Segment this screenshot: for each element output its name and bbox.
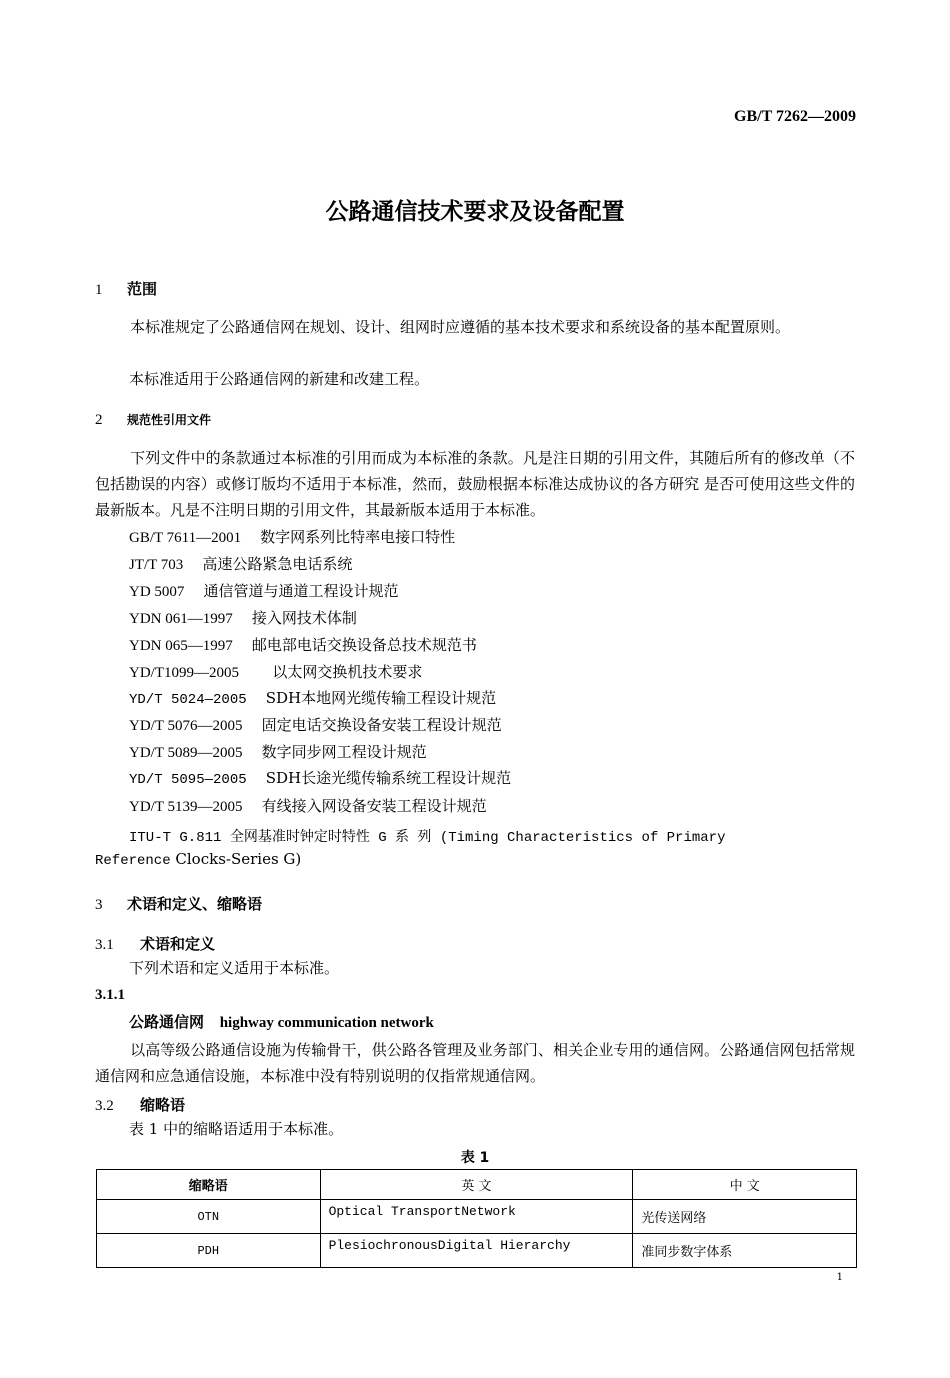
cell-chinese: 光传送网络 <box>633 1200 857 1234</box>
section-number: 2 <box>95 412 103 428</box>
section-title: 规范性引用文件 <box>127 413 212 427</box>
subsection-3-2-text: 表 1 中的缩略语适用于本标准。 <box>129 1120 344 1138</box>
cell-abbr: OTN <box>97 1200 321 1234</box>
reference-item: YDN 065—1997 邮电部电话交换设备总技术规范书 <box>129 636 477 654</box>
table-caption: 表 1 <box>460 1150 490 1166</box>
abbreviation-table <box>96 1169 857 1268</box>
subsection-3-1-heading: 3.1 术语和定义 <box>95 935 216 953</box>
term-number: 3.1.1 <box>95 987 125 1003</box>
cell-abbr: PDH <box>97 1234 321 1268</box>
section-number: 1 <box>95 282 103 298</box>
table-row <box>97 1234 857 1268</box>
cell-chinese: 准同步数字体系 <box>633 1234 857 1268</box>
section-1-applicability: 本标准适用于公路通信网的新建和改建工程。 <box>129 370 430 388</box>
section-3-heading <box>95 893 262 914</box>
term-definition: 以高等级公路通信设施为传输骨干，供公路各管理及业务部门、相关企业专用的通信网。公路通信网包括常规通信网和应急通信设施，本标准中没有特别说明的仅指常规通信网。 <box>95 1041 855 1085</box>
section-1-heading <box>95 278 157 299</box>
reference-item: GB/T 7611—2001 数字网系列比特率电接口特性 <box>129 528 456 546</box>
table-row <box>97 1200 857 1234</box>
column-header-chinese: 中 文 <box>633 1170 857 1200</box>
section-2-heading <box>95 410 211 429</box>
reference-item: YD/T 5076—2005 固定电话交换设备安装工程设计规范 <box>129 716 502 734</box>
section-title: 术语和定义、缩略语 <box>127 895 263 913</box>
column-header-abbr: 缩略语 <box>97 1170 321 1200</box>
paragraph <box>95 1037 855 1089</box>
table-header-row <box>97 1170 857 1200</box>
reference-item: YD/T 5139—2005 有线接入网设备安装工程设计规范 <box>129 797 487 815</box>
reference-itu-line-2: Reference Clocks-Series G) <box>95 850 302 869</box>
document-title: 公路通信技术要求及设备配置 <box>325 199 625 225</box>
page-number: 1 <box>836 1272 843 1283</box>
subsection-3-1-text: 下列术语和定义适用于本标准。 <box>129 959 340 977</box>
paragraph <box>95 314 855 340</box>
cell-english: PlesiochronousDigital Hierarchy <box>320 1234 633 1268</box>
reference-item: JT/T 703 高速公路紧急电话系统 <box>129 555 353 573</box>
reference-itu-line-1: ITU-T G.811 全网基准时钟定时特性 G 系 列 (Timing Characteristics of Primary <box>129 830 726 846</box>
reference-item: YD/T 5024—2005 SDH本地网光缆传输工程设计规范 <box>129 689 497 708</box>
standard-number: GB/T 7262—2009 <box>734 108 856 125</box>
reference-item: YD/T 5095—2005 SDH长途光缆传输系统工程设计规范 <box>129 769 512 788</box>
cell-english: Optical TransportNetwork <box>320 1200 633 1234</box>
reference-item: YDN 061—1997 接入网技术体制 <box>129 609 357 627</box>
reference-item: YD 5007 通信管道与通道工程设计规范 <box>129 582 399 600</box>
section-number: 3 <box>95 897 103 913</box>
subsection-3-2-heading: 3.2 缩略语 <box>95 1096 186 1114</box>
reference-item: YD/T1099—2005 以太网交换机技术要求 <box>129 663 423 681</box>
column-header-english: 英 文 <box>320 1170 633 1200</box>
section-2-intro-text: 下列文件中的条款通过本标准的引用而成为本标准的条款。凡是注日期的引用文件，其随后所有的修改单（不包括勘误的内容）或修订版均不适用于本标准，然而，鼓励根据本标准达成协议的各方研究 是否可使用这些文件的最新版本。凡是不注明日期的引用文件，其最新版本适用于本标准。 <box>95 449 855 519</box>
reference-item: YD/T 5089—2005 数字同步网工程设计规范 <box>129 743 427 761</box>
section-1-scope-text: 本标准规定了公路通信网在规划、设计、组网时应遵循的基本技术要求和系统设备的基本配置原则。 <box>130 318 791 336</box>
term-heading: 公路通信网 highway communication network <box>129 1013 434 1031</box>
paragraph <box>95 445 855 523</box>
section-title: 范围 <box>127 280 158 298</box>
